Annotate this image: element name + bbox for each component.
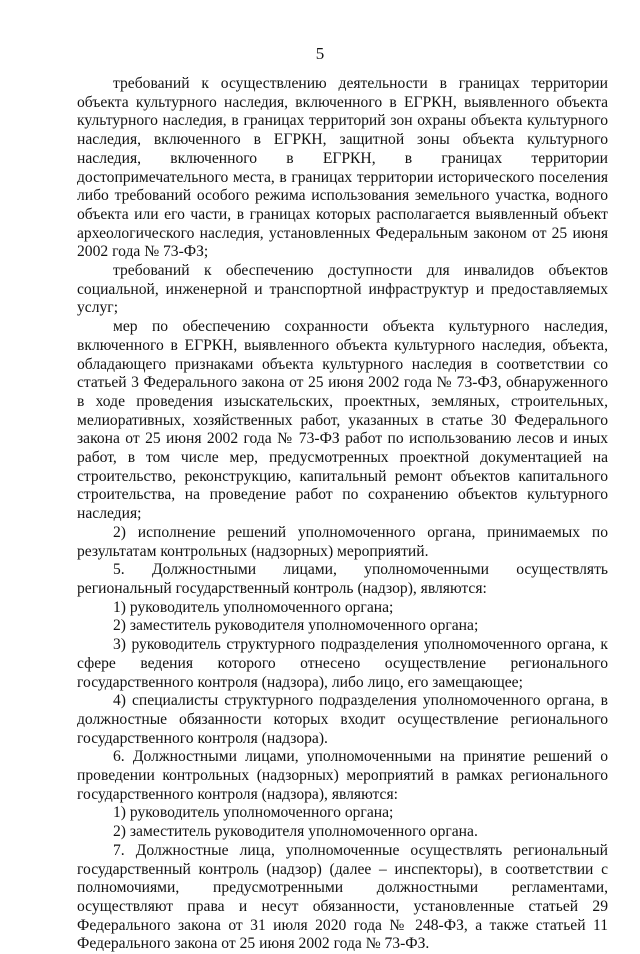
paragraph: 2) исполнение решений уполномоченного органа, принимаемых по результатам контрольных (надзорных) мероприятий. (77, 523, 608, 560)
paragraph: требований к осуществлению деятельности в границах территории объекта культурного наследия, включенного в ЕГРКН, выявленного объекта культурного наследия, в границах территорий зон охраны объекта культурного наследия, включенного в ЕГРКН, защитной зоны объекта культурного наследия, включенного в ЕГРКН, в границах территории достопримечательного места, в границах территории исторического поселения либо требований особого режима использования земельного участка, водного объекта или его части, в границах которых располагается выявленный объект археологического наследия, установленных Федеральным законом от 25 июня 2002 года № 73-ФЗ; (77, 75, 608, 261)
paragraph: мер по обеспечению сохранности объекта культурного наследия, включенного в ЕГРКН, выявленного объекта культурного наследия, объекта, обладающего признаками объекта культурного наследия в соответствии со статьей 3 Федерального закона от 25 июня 2002 года № 73-ФЗ, обнаруженного в ходе проведения изыскательских, проектных, земляных, строительных, мелиоративных, хозяйственных работ, указанных в статье 30 Федерального закона от 25 июня 2002 года № 73-ФЗ работ по использованию лесов и иных работ, в том числе мер, предусмотренных проектной документацией на строительство, реконструкцию, капитальный ремонт объектов капитального строительства, на проведение работ по сохранению объектов культурного наследия; (77, 318, 608, 523)
document-body (77, 75, 608, 954)
paragraph: 5. Должностными лицами, уполномоченными осуществлять региональный государственный контроль (надзор), являются: (77, 561, 608, 597)
list-item: 4) специалисты структурного подразделения уполномоченного органа, в должностные обязанности которых входит осуществление регионального государственного контроля (надзора). (77, 692, 608, 747)
list-item: 2) заместитель руководителя уполномоченного органа; (113, 617, 479, 635)
paragraph: 6. Должностными лицами, уполномоченными на принятие решений о проведении контрольных (надзорных) мероприятий в рамках регионального государственного контроля (надзора), являются: (77, 748, 608, 803)
list-item: 2) заместитель руководителя уполномоченного органа. (113, 823, 478, 841)
list-item: 1) руководитель уполномоченного органа; (113, 598, 394, 616)
page-number: 5 (315, 44, 325, 63)
list-item: 1) руководитель уполномоченного органа; (113, 804, 394, 822)
list-item: 3) руководитель структурного подразделения уполномоченного органа, к сфере ведения которого отнесено осуществление регионального государственного контроля (надзора), либо лицо, его замещающее; (77, 636, 608, 691)
paragraph: 7. Должностные лица, уполномоченные осуществлять региональный государственный контроль (надзор) (далее – инспекторы), в соответствии с полномочиями, предусмотренными должностными регламентами, осуществляют права и несут обязанности, установленные статьей 29 Федерального закона от 31 июля 2020 года № 248-ФЗ, а также статьей 11 Федерального закона от 25 июня 2002 года № 73-ФЗ. (77, 841, 608, 953)
paragraph: требований к обеспечению доступности для инвалидов объектов социальной, инженерной и транспортной инфраструктур и предоставляемых услуг; (77, 262, 608, 317)
